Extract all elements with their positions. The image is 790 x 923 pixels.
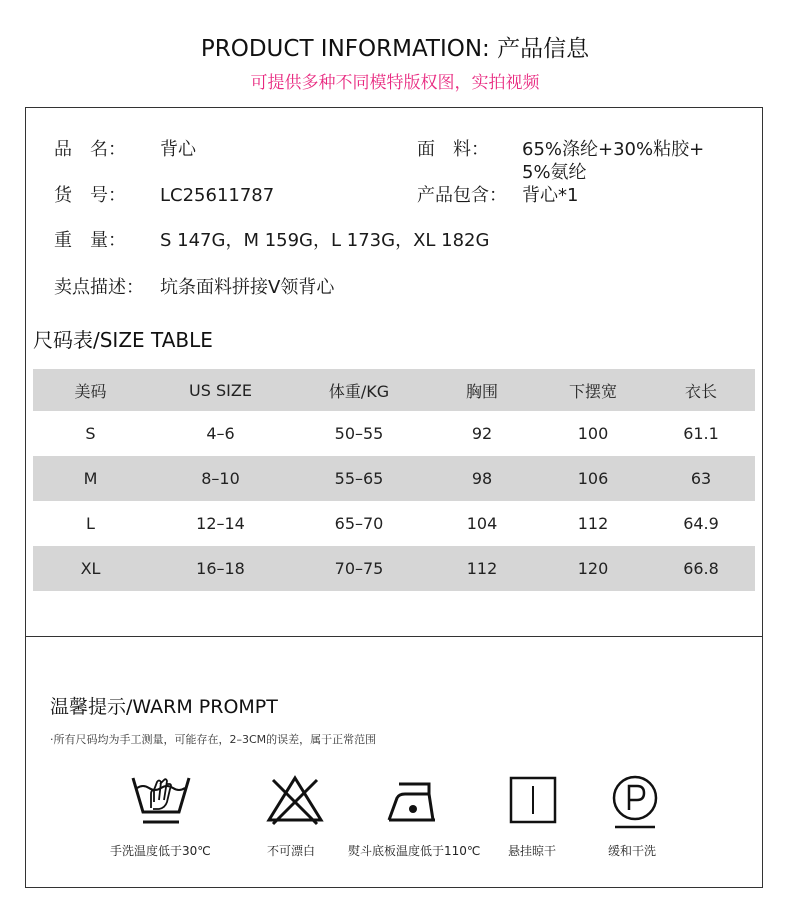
table-cell: 63: [647, 456, 755, 501]
care-label-hand-wash: 手洗温度低于30℃: [110, 844, 211, 858]
name-label: 品 名：: [54, 139, 126, 160]
care-label-no-bleach: 不可漂白: [267, 844, 316, 858]
table-row: [33, 501, 755, 546]
fabric-value-line1: 65%涤纶+30%粘胶+: [522, 139, 705, 160]
fabric-label: 面 料：: [417, 139, 489, 160]
table-cell: 55–65: [293, 456, 425, 501]
weight-label: 重 量：: [54, 230, 126, 251]
size-table: [33, 369, 755, 591]
page-subtitle: 可提供多种不同模特版权图，实拍视频: [250, 73, 540, 93]
table-cell: M: [33, 456, 148, 501]
table-cell: 70–75: [293, 546, 425, 591]
weight-value: S 147G，M 159G，L 173G，XL 182G: [160, 230, 490, 251]
table-cell: 16–18: [148, 546, 293, 591]
hand-wash-icon: [96, 772, 226, 828]
care-label-iron: 熨斗底板温度低于110℃: [348, 844, 481, 858]
fabric-value-line2: 5%氨纶: [522, 162, 587, 183]
selling-label: 卖点描述：: [54, 277, 144, 298]
table-cell: 12–14: [196, 514, 245, 533]
iron-icon: [350, 772, 480, 828]
no-bleach-icon: [230, 772, 360, 828]
table-cell: 112: [425, 546, 539, 591]
table-cell: 112: [577, 514, 609, 533]
selling-value: 坑条面料拼接V领背心: [160, 277, 335, 298]
table-cell: 61.1: [683, 424, 719, 443]
table-row: [33, 411, 755, 456]
table-cell: 4–6: [206, 424, 235, 443]
table-cell: 50–55: [334, 424, 384, 443]
table-cell: S: [85, 424, 96, 443]
header-cell: 美码: [33, 369, 148, 411]
table-cell: 66.8: [647, 546, 755, 591]
measurement-note: ·所有尺码均为手工测量，可能存在，2–3CM的误差，属于正常范围: [50, 733, 377, 746]
sku-value: LC25611787: [160, 185, 275, 206]
header-cell: 衣长: [647, 369, 755, 411]
size-table-header-row: [33, 369, 755, 411]
table-cell: 120: [539, 546, 647, 591]
header-cell: US SIZE: [148, 369, 293, 411]
table-cell: 8–10: [148, 456, 293, 501]
sku-label: 货 号：: [54, 185, 126, 206]
table-cell: 98: [425, 456, 539, 501]
table-cell: 64.9: [683, 514, 719, 533]
table-cell: L: [86, 514, 95, 533]
contents-label: 产品包含：: [417, 185, 507, 206]
name-value: 背心: [160, 139, 196, 160]
care-label-dry-clean: 缓和干洗: [608, 844, 657, 858]
table-cell: 100: [577, 424, 609, 443]
care-label-line-dry: 悬挂晾干: [508, 844, 557, 858]
dry-clean-p-icon: [570, 772, 700, 832]
header-cell: 胸围: [425, 369, 539, 411]
table-cell: 92: [471, 424, 493, 443]
contents-value: 背心*1: [522, 185, 579, 206]
page-title: PRODUCT INFORMATION: 产品信息: [200, 36, 590, 62]
header-cell: 下摆宽: [539, 369, 647, 411]
table-cell: 104: [466, 514, 498, 533]
table-cell: 65–70: [334, 514, 384, 533]
table-row: [33, 546, 755, 591]
table-cell: 106: [539, 456, 647, 501]
table-cell: XL: [33, 546, 148, 591]
warm-prompt-title: 温馨提示/WARM PROMPT: [50, 696, 278, 718]
header-cell: 体重/KG: [293, 369, 425, 411]
table-row: [33, 456, 755, 501]
size-table-title: 尺码表/SIZE TABLE: [33, 328, 213, 352]
